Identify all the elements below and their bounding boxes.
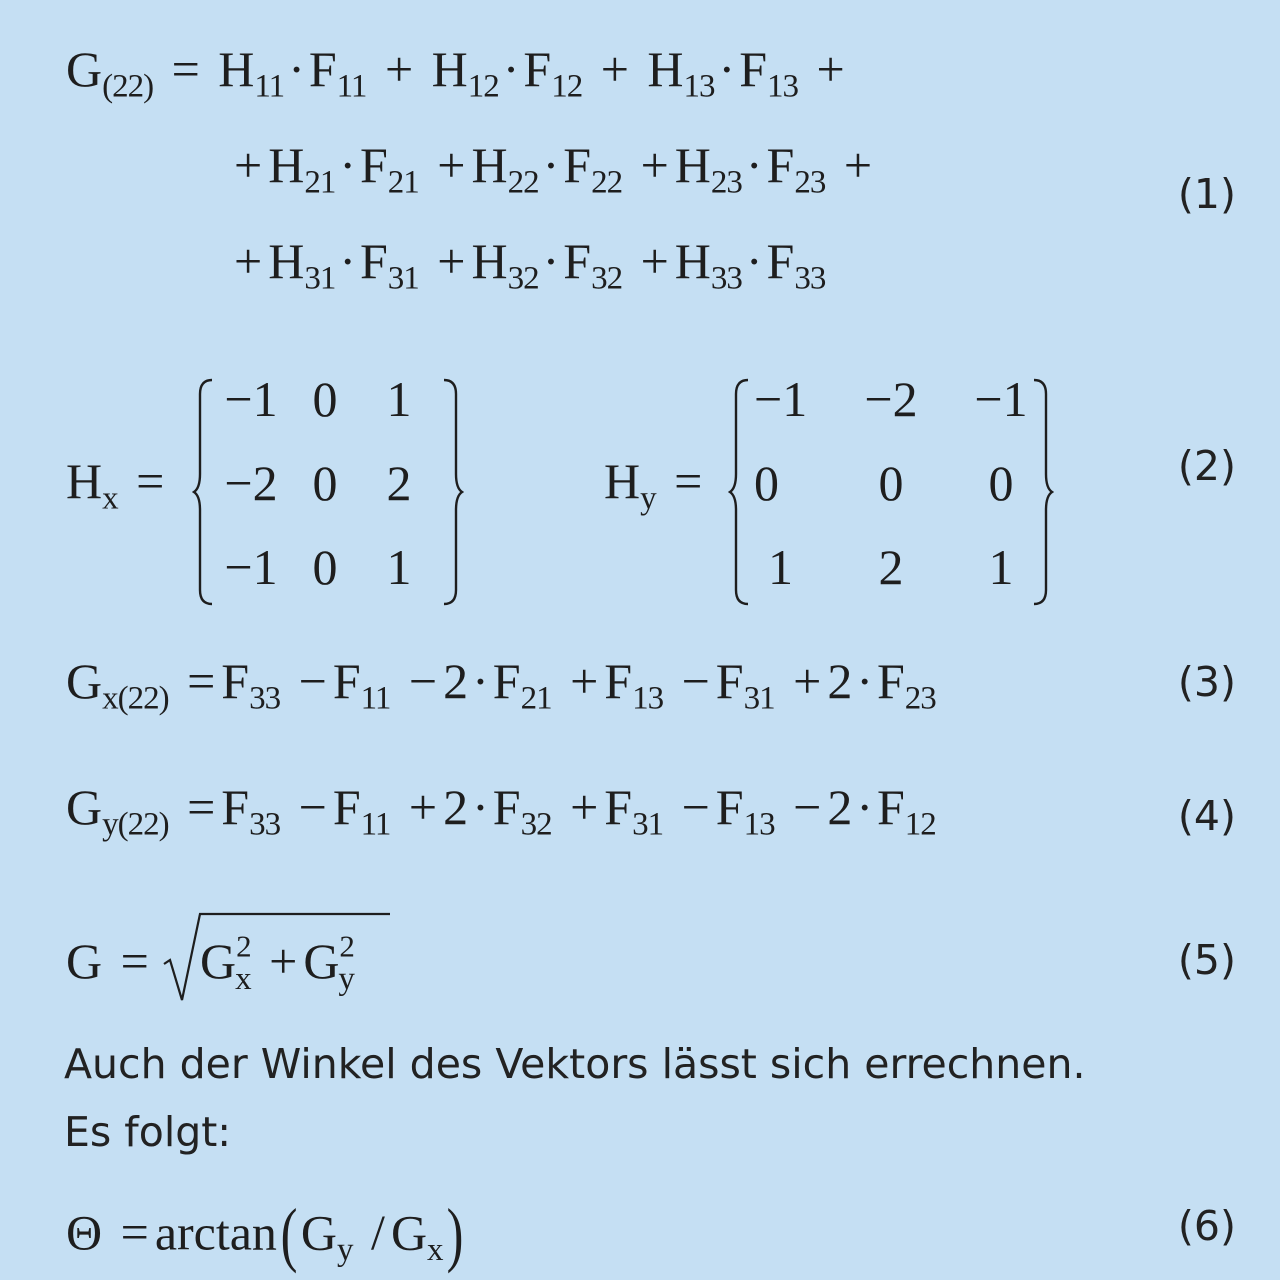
hy-right-brace [1030,376,1054,608]
dot-op: · [502,41,520,97]
matrix-cell: 1 [988,539,1014,595]
plus-sign: + [437,137,466,193]
hy-left-brace [728,376,752,608]
eq1-h21: 21 [304,164,336,201]
matrix-cell: 0 [312,539,338,595]
plus-sign: + [408,779,438,835]
eq1-h11: 11 [254,68,285,105]
eq1-lhs: G [66,41,103,97]
matrix-cell: 1 [386,539,412,595]
equals-sign: = [171,41,200,97]
equation-number-3: (3) [1177,658,1236,706]
equals-sign: = [120,933,149,989]
hy-label [604,453,708,517]
eq3-lhs-sub: x(22) [102,680,169,717]
plus-sign: + [234,233,263,289]
hx-left-brace [192,376,216,608]
eq1-f21: 21 [387,164,419,201]
matrix-cell: −1 [224,539,278,595]
hy-matrix [754,371,1056,595]
equation-1-line-2: + $H_{21}\cdot F_{21} + H_{22}\cdot F_{22} + H_{23}\cdot F_{23}$ + [234,137,873,201]
dot-op: · [745,233,763,289]
equation-1-line-3: + $H_{31}\cdot F_{31} + H_{32}\cdot F_{32} + H_{33}\cdot F_{33}$ [234,233,826,297]
dot-op: · [718,41,736,97]
plus-sign: + [384,41,414,97]
matrix-cell: −1 [974,371,1028,427]
eq1-f13: 13 [767,68,798,105]
eq3-lhs: G [66,653,103,709]
equals-sign: = [674,453,703,509]
eq6-lhs: Θ [66,1204,103,1261]
dot-op: · [542,137,560,193]
hx-right-brace [440,376,464,608]
eq1-h32: 32 [507,260,539,297]
dot-op: · [339,233,356,289]
minus-sign: − [408,653,438,709]
eq4-lhs-sub: y(22) [102,806,169,843]
divide-sign: / [371,1204,385,1261]
equation-5-radicand: $G^2_x + G^2_y$ [200,928,355,997]
matrix-cell: 2 [386,455,412,511]
plus-sign: + [600,41,629,97]
equation-4: $G_{y(22)} = F_{33} - F_{11} + 2\cdot F_{32} + F_{31} - F_{13} - 2\cdot F_{12}$ [66,779,936,843]
eq1-f12: 12 [551,68,583,105]
matrix-cell: −2 [224,455,278,511]
eq1-f32: 32 [591,260,623,297]
dot-op: · [745,137,763,193]
equals-sign: = [136,453,165,509]
hx-sub: x [102,480,118,517]
eq1-h23: 23 [710,164,742,201]
hy-sub: y [640,480,656,517]
equation-6: $\Theta = \arctan(G_y / G_x)$ [66,1194,463,1274]
hx-label [66,453,170,517]
eq6-func: arctan [154,1204,277,1261]
eq4-lhs: G [66,779,103,835]
matrix-cell: −1 [224,371,278,427]
equation-number-4: (4) [1177,792,1236,840]
matrix-cell: 0 [988,455,1014,511]
plus-sign: + [437,233,466,289]
right-paren: ) [446,1194,463,1274]
matrix-cell: 0 [312,371,338,427]
eq1-f23: 23 [794,164,826,201]
eq1-h13: 13 [683,68,715,105]
plus-sign: + [843,137,873,193]
equation-number-6: (6) [1177,1202,1236,1250]
equals-sign: = [120,1204,149,1261]
matrix-cell: 0 [312,455,338,511]
plus-sign: + [816,41,845,97]
eq1-f31: 31 [387,260,419,297]
eq1-h31: 31 [304,260,336,297]
matrix-cell: 1 [386,371,412,427]
prose-line-2: Es folgt: [64,1108,232,1156]
eq1-h12: 12 [467,68,499,105]
hx-letter: H [66,453,103,509]
matrix-cell: −2 [864,371,918,427]
hy-letter: H [604,453,641,509]
plus-sign: + [640,233,669,289]
eq1-lhs-sub: (22) [102,68,154,105]
minus-sign: − [298,653,327,709]
eq1-h22: 22 [507,164,539,201]
matrix-cell: 0 [878,455,904,511]
plus-sign: + [640,137,669,193]
equals-sign: = [187,653,216,709]
plus-sign: + [269,933,298,989]
eq1-f33: 33 [794,260,826,297]
minus-sign: − [681,779,710,835]
minus-sign: − [793,779,822,835]
matrix-cell: 2 [878,539,904,595]
equation-1-line-1: $G_{(22)} = H_{11}\cdot F_{11} + H_{12}\cdot F_{12} + H_{13}\cdot F_{13}$ + [66,41,845,105]
minus-sign: − [298,779,327,835]
hx-matrix [218,371,432,595]
plus-sign: + [234,137,263,193]
equals-sign: = [187,779,216,835]
prose-line-1: Auch der Winkel des Vektors lässt sich errechnen. [64,1040,1086,1088]
plus-sign: + [570,779,599,835]
eq1-f11: 11 [336,68,367,105]
dot-op: · [542,233,560,289]
equation-5-lhs [66,933,155,989]
equation-number-1: (1) [1177,170,1236,218]
equation-3: $G_{x(22)} = F_{33} - F_{11} - 2\cdot F_{21} + F_{13} - F_{31} + 2\cdot F_{23}$ [66,653,936,717]
eq1-f22: 22 [591,164,623,201]
matrix-cell: 1 [768,539,793,595]
minus-sign: − [681,653,710,709]
plus-sign: + [793,653,822,709]
matrix-cell: 0 [754,455,779,511]
dot-op: · [339,137,356,193]
left-paren: ( [280,1194,298,1274]
equation-number-5: (5) [1177,936,1236,984]
plus-sign: + [570,653,599,709]
equation-number-2: (2) [1177,442,1236,490]
matrix-cell: −1 [754,371,808,427]
eq1-h33: 33 [710,260,742,297]
eq5-lhs: G [66,933,103,989]
dot-op: · [288,41,305,97]
